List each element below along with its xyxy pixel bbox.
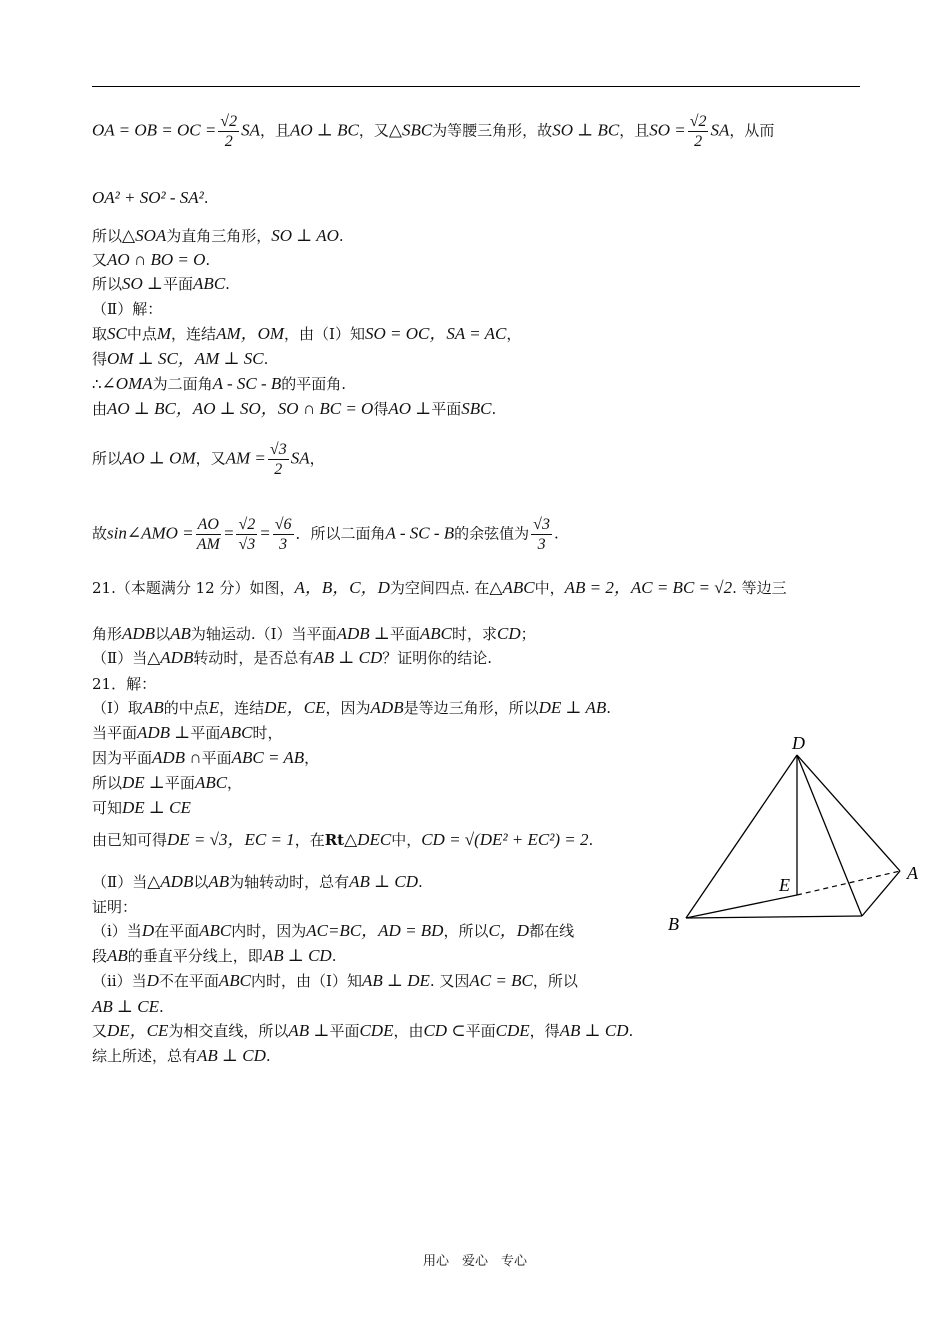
text-run: 的平面角. — [281, 375, 347, 393]
math-expression: SO ⊥ AO — [271, 226, 339, 245]
math-expression: CD — [497, 624, 521, 643]
fraction-denominator: AM — [196, 536, 220, 553]
math-expression: AM，OM — [216, 324, 285, 343]
text-line-l24 — [92, 897, 137, 917]
math-expression: ABC — [220, 723, 253, 742]
text-run: ．所以二面角 — [295, 524, 386, 543]
math-expression: = — [222, 523, 235, 543]
math-expression: △DEC — [344, 830, 392, 849]
text-line-l20 — [92, 773, 242, 793]
text-line-l4 — [92, 250, 210, 270]
label-A: A — [907, 863, 918, 883]
edge-DA — [797, 755, 900, 871]
text-run: （Ⅱ）解： — [92, 300, 163, 318]
math-expression: A - SC - B — [385, 523, 455, 543]
text-run: . — [331, 947, 337, 965]
math-expression: ADB — [370, 698, 404, 717]
text-run: 中点 — [126, 325, 157, 343]
fraction-numerator: √3 — [533, 516, 550, 533]
text-line-l12 — [92, 515, 559, 554]
fraction-numerator: √3 — [269, 441, 287, 458]
text-run: 由已知可得 — [92, 831, 168, 849]
text-run: 的余弦值为 — [454, 524, 530, 543]
text-run: . — [628, 1022, 634, 1040]
text-run: ，由 — [393, 1022, 424, 1040]
text-run: ，所以 — [532, 972, 578, 990]
text-run: 的垂直平分线上，即 — [127, 947, 263, 965]
fraction-numerator: √2 — [238, 516, 256, 533]
math-expression: DE，CE — [264, 698, 326, 717]
text-run: 当平面 — [92, 724, 138, 742]
text-run: . — [263, 350, 269, 368]
text-run: ，在 — [294, 831, 325, 849]
text-run: 可知 — [92, 799, 123, 817]
fraction — [196, 515, 221, 554]
math-expression: AB — [107, 946, 128, 965]
text-run: 时，求 — [451, 625, 497, 643]
math-expression: ABC — [199, 921, 232, 940]
text-line-l10 — [92, 399, 496, 419]
math-expression: AO ⊥ BC，AO ⊥ SO，SO ∩ BC = O — [107, 399, 374, 418]
math-expression: SA — [241, 120, 260, 140]
text-run: （ⅱ）当 — [92, 972, 147, 990]
math-expression: A，B，C，D — [294, 578, 390, 597]
math-expression: DE ⊥ — [122, 773, 165, 792]
text-run: . — [553, 524, 559, 543]
text-run: 所以 — [92, 227, 123, 245]
text-run: 不在平面 — [158, 972, 219, 990]
math-expression: D — [146, 971, 159, 990]
fraction — [688, 112, 709, 151]
math-expression: AO ⊥ — [388, 399, 432, 418]
bold-text: Rt — [324, 831, 345, 849]
fraction — [273, 515, 294, 554]
text-line-l17 — [92, 698, 611, 718]
math-expression: △SBC — [388, 120, 433, 140]
text-run: ，又 — [358, 121, 389, 140]
math-expression: SA — [290, 448, 310, 468]
math-expression: DE ⊥ AB — [538, 698, 607, 717]
text-run: . — [606, 699, 612, 717]
math-expression: CD ⊂ — [423, 1021, 466, 1040]
math-expression: △ABC — [489, 578, 535, 597]
math-expression: AB ⊥ CD — [559, 1021, 629, 1040]
text-line-l18 — [92, 723, 282, 743]
text-run: 以 — [155, 625, 171, 643]
math-expression: △SOA — [122, 226, 167, 245]
text-line-l25 — [92, 921, 574, 941]
text-run: 段 — [92, 947, 108, 965]
fraction-numerator: AO — [197, 516, 219, 533]
text-line-l29 — [92, 1021, 633, 1041]
math-expression: CDE — [495, 1021, 530, 1040]
text-run: 综上所述，总有 — [92, 1047, 198, 1065]
text-run: 平面 — [389, 625, 420, 643]
text-run: 平面 — [164, 774, 195, 792]
text-line-l1 — [92, 112, 774, 151]
text-run: ，因为 — [325, 699, 371, 717]
math-expression: DE ⊥ CE — [122, 798, 191, 817]
math-expression: ∠OMA — [101, 374, 153, 393]
text-run: 为等腰三角形，故 — [432, 121, 553, 140]
text-run: ，所以 — [443, 922, 489, 940]
fraction — [218, 112, 239, 151]
text-run: 是等边三角形，所以 — [403, 699, 539, 717]
math-expression: SO ⊥ BC — [552, 120, 620, 140]
label-D: D — [792, 733, 805, 753]
math-expression: AC=BC，AD = BD — [306, 921, 444, 940]
text-run: . — [265, 1047, 271, 1065]
text-line-l27 — [92, 971, 578, 991]
text-run: 得 — [92, 350, 108, 368]
math-expression: ABC = AB — [231, 748, 305, 767]
fraction-numerator: √2 — [689, 113, 707, 130]
text-line-l28 — [92, 997, 164, 1017]
text-run: 取 — [92, 325, 108, 343]
math-expression: SO = — [649, 120, 686, 140]
text-run: 故 — [92, 524, 108, 543]
header-rule — [92, 86, 860, 87]
text-run: 平面 — [465, 1022, 496, 1040]
math-expression: ABC — [194, 773, 228, 792]
text-run: 都在线 — [529, 922, 575, 940]
text-run: 为二面角 — [152, 375, 213, 393]
math-expression: AB ⊥ CD — [262, 946, 332, 965]
math-expression: OA = OB = OC = — [92, 120, 217, 140]
math-expression: AB ⊥ — [288, 1021, 330, 1040]
math-expression: △ADB — [147, 648, 194, 667]
text-run: ，连结 — [171, 325, 217, 343]
text-run: 证明： — [92, 898, 138, 916]
math-expression: AB — [170, 624, 191, 643]
label-B: B — [668, 914, 679, 934]
text-line-l7 — [92, 324, 521, 344]
text-run: 平面 — [201, 749, 232, 767]
text-run: ，且 — [619, 121, 650, 140]
text-run: 所以 — [92, 275, 123, 293]
text-run: . — [418, 873, 423, 891]
math-expression: AB = 2，AC = BC = √2 — [564, 578, 733, 597]
text-run: ，又 — [195, 449, 226, 468]
text-run: （ⅰ）当 — [92, 922, 142, 940]
math-expression: OM ⊥ SC，AM ⊥ SC — [107, 349, 264, 368]
text-run: . — [588, 831, 594, 849]
fraction-numerator: √6 — [274, 516, 292, 533]
text-run: ，且 — [259, 121, 290, 140]
text-run: 又 — [92, 251, 108, 269]
math-expression: D — [141, 921, 155, 940]
math-expression: AC = BC — [469, 971, 533, 990]
math-expression: ADB — [122, 624, 156, 643]
text-run: 平面 — [190, 724, 221, 742]
text-line-l3 — [92, 226, 344, 246]
edge-CA — [862, 871, 900, 916]
math-expression: AM = — [225, 448, 266, 468]
text-run: ， — [227, 774, 243, 792]
text-line-l26 — [92, 946, 336, 966]
fraction-denominator: 2 — [224, 133, 233, 150]
math-expression: E — [208, 698, 220, 717]
text-line-l2 — [92, 188, 209, 208]
fraction-denominator: 2 — [694, 133, 703, 150]
fraction — [236, 515, 257, 554]
text-line-l22 — [92, 830, 593, 850]
math-expression: AO ⊥ OM — [122, 448, 196, 468]
text-run: 转动时，是否总有 — [193, 649, 314, 667]
label-E: E — [779, 875, 790, 895]
text-run: 为空间四点. 在 — [389, 579, 490, 597]
math-expression: ABC — [218, 971, 252, 990]
text-line-l8 — [92, 349, 268, 369]
math-expression: AO ∩ BO = O — [107, 250, 206, 269]
text-run: 中， — [391, 831, 422, 849]
text-run: . — [491, 400, 497, 418]
math-expression: CD = √(DE² + EC²) = 2 — [421, 830, 589, 849]
text-run: . — [225, 275, 230, 293]
math-expression: C，D — [488, 921, 530, 940]
text-run: 所以 — [92, 774, 123, 792]
math-expression: M — [156, 324, 172, 343]
text-run: 中， — [534, 579, 565, 597]
math-expression: ADB ⊥ — [137, 723, 191, 742]
text-line-l23 — [92, 872, 423, 892]
math-expression: SC — [107, 324, 127, 343]
math-expression: AB ⊥ CD — [197, 1046, 266, 1065]
text-run: 得 — [373, 400, 389, 418]
fraction-denominator: 3 — [537, 536, 546, 553]
math-expression: △ADB — [147, 872, 194, 891]
text-run: ， — [506, 325, 522, 343]
math-expression: A - SC - B — [212, 374, 282, 393]
math-expression: SO ⊥ — [122, 274, 164, 293]
math-expression: AB ⊥ CD — [313, 648, 383, 667]
text-run: （Ⅱ）当 — [92, 649, 148, 667]
text-run: （Ⅰ）取 — [92, 699, 143, 717]
math-expression: AB ⊥ DE — [361, 971, 430, 990]
text-run: ； — [520, 625, 536, 643]
text-line-l30 — [92, 1046, 271, 1066]
text-run: 平面 — [329, 1022, 360, 1040]
text-run: 为轴转动时，总有 — [229, 873, 350, 891]
math-expression: ADB ∩ — [152, 748, 202, 767]
text-run: . 又因 — [429, 972, 470, 990]
math-expression: AO ⊥ BC — [289, 120, 359, 140]
fraction-numerator: √2 — [220, 113, 238, 130]
math-expression: = — [259, 523, 271, 543]
text-run: . — [338, 227, 344, 245]
text-run: . — [203, 189, 209, 207]
text-run: （Ⅱ）当 — [92, 873, 148, 891]
text-run: 为相交直线，所以 — [168, 1022, 289, 1040]
text-run: 以 — [193, 873, 209, 891]
text-run: ， — [309, 449, 325, 468]
text-line-l19 — [92, 748, 319, 768]
math-expression: SO = OC，SA = AC — [364, 324, 507, 343]
text-line-l11 — [92, 440, 325, 479]
math-expression: ABC — [193, 274, 226, 293]
text-run: 21．解： — [92, 675, 157, 693]
math-expression: DE = √3，EC = 1 — [167, 830, 295, 849]
math-expression: sin∠AMO = — [107, 523, 194, 543]
text-line-l15 — [92, 648, 492, 668]
text-run: 平面 — [163, 275, 194, 293]
text-run: ，连结 — [219, 699, 265, 717]
pyramid-figure — [660, 728, 930, 938]
text-run: 为直角三角形， — [166, 227, 272, 245]
text-run: ∴ — [92, 375, 102, 393]
math-expression: SA — [710, 120, 730, 140]
text-run: . — [158, 998, 164, 1016]
fraction — [531, 515, 552, 554]
text-run: 内时，因为 — [231, 922, 307, 940]
text-run: 内时，由（Ⅰ）知 — [251, 972, 362, 990]
math-expression: ADB ⊥ — [336, 624, 390, 643]
math-expression: AB — [142, 698, 164, 717]
text-run: ，由（Ⅰ）知 — [284, 325, 365, 343]
text-run: 所以 — [92, 449, 123, 468]
fraction-denominator: 3 — [279, 536, 288, 553]
fraction — [268, 440, 289, 479]
math-expression: OA² + SO² - SA² — [92, 188, 204, 207]
text-run: 因为平面 — [92, 749, 153, 767]
edge-BA-visible — [686, 895, 797, 918]
text-run: 21.（本题满分 12 分）如图， — [92, 579, 295, 597]
text-line-l13 — [92, 578, 787, 598]
text-run: 在平面 — [154, 922, 200, 940]
text-run: 时， — [252, 724, 283, 742]
text-run: ，得 — [529, 1022, 560, 1040]
text-run: 由 — [92, 400, 108, 418]
text-run: ， — [304, 749, 320, 767]
text-run: 为轴运动.（Ⅰ）当平面 — [190, 625, 337, 643]
math-expression: ABC — [419, 624, 452, 643]
text-run: . 等边三 — [732, 579, 787, 597]
text-run: 的中点 — [163, 699, 209, 717]
math-expression: AB ⊥ CD — [349, 872, 419, 891]
text-run: . — [205, 251, 211, 269]
fraction-denominator: √3 — [238, 536, 256, 553]
math-expression: CDE — [359, 1021, 394, 1040]
math-expression: AB — [208, 872, 230, 891]
edge-BC — [686, 916, 862, 918]
text-line-l9 — [92, 374, 346, 394]
text-line-l21 — [92, 798, 191, 818]
text-run: 角形 — [92, 625, 123, 643]
edge-DC — [797, 755, 862, 916]
text-line-l16 — [92, 674, 156, 694]
text-run: ，从而 — [729, 121, 775, 140]
math-expression: SBC — [461, 399, 492, 418]
text-line-l6 — [92, 299, 162, 319]
text-line-l14 — [92, 624, 536, 644]
text-line-l5 — [92, 274, 230, 294]
math-expression: DE，CE — [107, 1021, 169, 1040]
page-footer: 用心 爱心 专心 — [422, 1254, 527, 1269]
text-run: 平面 — [431, 400, 462, 418]
math-expression: AB ⊥ CE — [92, 997, 159, 1016]
fraction-denominator: 2 — [274, 461, 283, 478]
text-run: 又 — [92, 1022, 108, 1040]
text-run: ？证明你的结论. — [382, 649, 492, 667]
